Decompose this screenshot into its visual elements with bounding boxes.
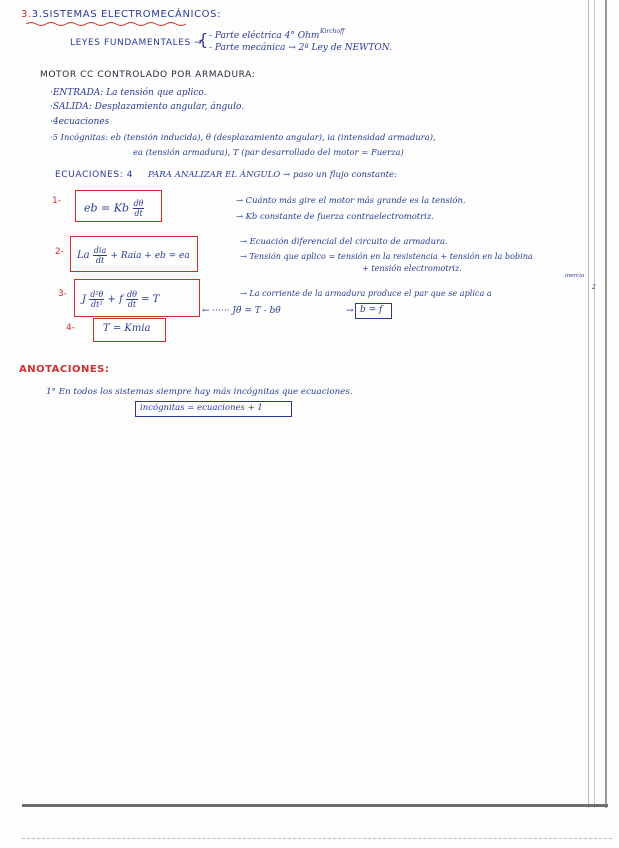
eq3-frac1-den: dt² bbox=[91, 300, 103, 309]
eq3-fraction-1 bbox=[89, 290, 104, 309]
eq3-formula bbox=[82, 290, 159, 309]
eq1-number: 1- bbox=[52, 196, 61, 206]
brace: { bbox=[198, 30, 209, 49]
eq2-rest: + Raia + eb = ea bbox=[110, 251, 190, 261]
eq3-j: J bbox=[82, 294, 87, 305]
eq2-note-2: → Tensión que aplico = tensión en la resistencia + tensión en la bobina bbox=[240, 251, 533, 261]
eq1-frac-den: dt bbox=[134, 209, 143, 218]
ley-1-sup: Kirchoff bbox=[320, 28, 345, 35]
eq3-frac2-num: dθ bbox=[127, 290, 137, 299]
eq2-frac-den: dt bbox=[95, 256, 105, 265]
salida-line: ·SALIDA: Desplazamiento angular, ángulo. bbox=[50, 102, 245, 112]
eq2-note-3: + tensión electromotriz. bbox=[362, 263, 462, 273]
eq3-note-1-side: 2 bbox=[592, 284, 596, 291]
eq4-number: 4- bbox=[66, 323, 75, 333]
anotaciones-boxed-text: incógnitas = ecuaciones + 1 bbox=[140, 403, 263, 413]
eq1-fraction bbox=[133, 199, 145, 218]
anotaciones-line-1: 1° En todos los sistemas siempre hay más incógnitas que ecuaciones. bbox=[46, 387, 353, 397]
section-title: 3.3.SISTEMAS ELECTROMECÁNICOS: bbox=[21, 9, 222, 20]
eq1-frac-num: dθ bbox=[133, 199, 144, 208]
eq1-note-2: → Kb constante de fuerza contraelectromotriz. bbox=[236, 211, 434, 221]
eq3-plus-f: + f bbox=[107, 294, 123, 305]
eq2-number: 2- bbox=[55, 247, 64, 257]
eq2-la: La bbox=[77, 250, 90, 261]
entrada-line: ·ENTRADA: La tensión que aplico. bbox=[50, 88, 207, 98]
eq3-note-1: → La corriente de la armadura produce el par que se aplica a bbox=[240, 288, 492, 298]
eq3-b-f-text: b = f bbox=[360, 305, 383, 315]
ecuaciones-count-line: ·4ecuaciones bbox=[50, 117, 110, 127]
eq3-number: 3- bbox=[58, 289, 67, 299]
eq3-note-2-arrow: → bbox=[346, 306, 354, 316]
page-bottom-edge bbox=[22, 804, 608, 807]
eq1-left: eb = Kb bbox=[84, 201, 130, 215]
eq3-frac2-den: dt bbox=[127, 300, 137, 309]
anotaciones-title: ANOTACIONES: bbox=[19, 364, 110, 375]
ecuaciones-heading-note: PARA ANALIZAR EL ÁNGULO → paso un flujo constante: bbox=[148, 170, 398, 180]
eq1-formula bbox=[84, 199, 144, 218]
title-underline bbox=[26, 21, 191, 27]
eq3-fraction-2 bbox=[126, 290, 138, 309]
eq4-formula: T = Kmia bbox=[103, 323, 151, 334]
page-edge-line bbox=[605, 0, 607, 808]
eq1-note-1: → Cuánto más gire el motor más grande es la tensión. bbox=[236, 195, 466, 205]
eq2-fraction bbox=[93, 246, 107, 265]
page-bottom-edge bbox=[22, 838, 612, 840]
eq3-eq-t: = T bbox=[141, 294, 160, 305]
motor-title: MOTOR CC CONTROLADO POR ARMADURA: bbox=[40, 70, 256, 80]
ecuaciones-heading: ECUACIONES: 4 bbox=[55, 170, 134, 180]
eq3-frac1-num: d²θ bbox=[90, 290, 104, 299]
page-edge-line bbox=[594, 0, 595, 808]
page-edge-line bbox=[588, 0, 589, 808]
incognitas-line-1: ·5 Incógnitas: eb (tensión inducida), θ (desplazamiento angular), ia (intensidad armadura), bbox=[50, 132, 436, 142]
leyes-label: LEYES FUNDAMENTALES → bbox=[70, 38, 203, 48]
section-title-text: 3.SISTEMAS ELECTROMECÁNICOS: bbox=[31, 9, 222, 20]
eq2-note-1: → Ecuación diferencial del circuito de armadura. bbox=[240, 236, 448, 246]
ley-1: - Parte eléctrica 4° Ohm bbox=[209, 31, 320, 41]
eq2-formula bbox=[77, 246, 190, 265]
ley-2: - Parte mecánica → 2ª Ley de NEWTON. bbox=[209, 43, 392, 53]
eq2-frac-num: dia bbox=[93, 246, 107, 255]
eq3-note-2: ← ······ Jθ̈ = T - bθ̇ bbox=[202, 306, 281, 316]
incognitas-line-2: ea (tensión armadura), T (par desarrollado del motor = Fuerza) bbox=[133, 147, 404, 157]
eq3-note-1-sup: inercia bbox=[565, 273, 585, 279]
